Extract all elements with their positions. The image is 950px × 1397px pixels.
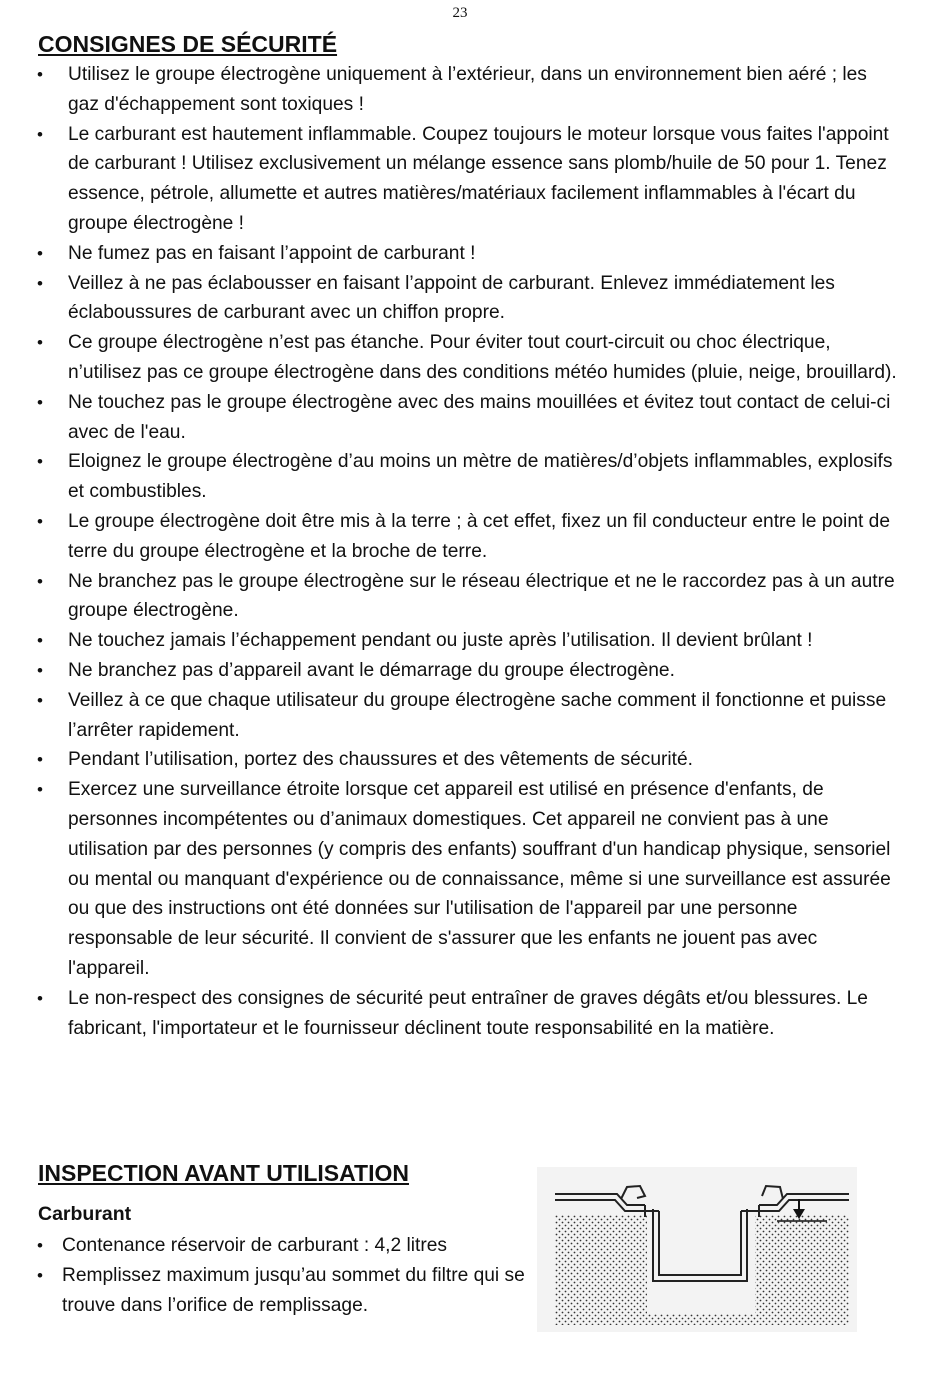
list-item: • Ne branchez pas d’appareil avant le démarrage du groupe électrogène. [68, 656, 898, 686]
fuel-subtitle: Carburant [38, 1203, 132, 1225]
fuel-instructions-list [62, 1231, 532, 1320]
list-item: • Ce groupe électrogène n’est pas étanche. Pour éviter tout court-circuit ou choc électrique, n’utilisez pas ce groupe électrogène dans des conditions météo humides (pluie, neige, brouillard). [68, 328, 898, 388]
list-item: • Veillez à ne pas éclabousser en faisant l’appoint de carburant. Enlevez immédiatement les éclaboussures de carburant avec un chiffon propre. [68, 269, 898, 329]
list-item: • Eloignez le groupe électrogène d’au moins un mètre de matières/d’objets inflammables, explosifs et combustibles. [68, 447, 898, 507]
safety-section-title: CONSIGNES DE SÉCURITÉ [38, 31, 338, 57]
list-item: • Ne branchez pas le groupe électrogène sur le réseau électrique et ne le raccordez pas à un autre groupe électrogène. [68, 567, 898, 627]
list-item: • Utilisez le groupe électrogène uniquement à l’extérieur, dans un environnement bien aéré ; les gaz d'échappement sont toxiques ! [68, 60, 898, 120]
list-item: • Le carburant est hautement inflammable. Coupez toujours le moteur lorsque vous faites l'appoint de carburant ! Utilisez exclusivement un mélange essence sans plomb/huile de 50 pour 1. Tenez essence, pétrole, allumette et autres matières/matériaux facilement inflammables à l'écart du groupe électrogène ! [68, 120, 898, 239]
page-number: 23 [452, 5, 468, 21]
list-item: • Pendant l’utilisation, portez des chaussures et des vêtements de sécurité. [68, 745, 898, 775]
list-item: • Ne touchez pas le groupe électrogène avec des mains mouillées et évitez tout contact de celui-ci avec de l'eau. [68, 388, 898, 448]
inspection-section-title: INSPECTION AVANT UTILISATION [38, 1160, 409, 1186]
fuel-filter-diagram-icon [537, 1167, 857, 1332]
list-item: • Veillez à ce que chaque utilisateur du groupe électrogène sache comment il fonctionne et puisse l’arrêter rapidement. [68, 686, 898, 746]
list-item: • Le groupe électrogène doit être mis à la terre ; à cet effet, fixez un fil conducteur entre le point de terre du groupe électrogène et la broche de terre. [68, 507, 898, 567]
list-item: • Ne touchez jamais l’échappement pendant ou juste après l’utilisation. Il devient brûlant ! [68, 626, 898, 656]
list-item: • Exercez une surveillance étroite lorsque cet appareil est utilisé en présence d'enfants, de personnes incompétentes ou d’animaux domestiques. Cet appareil ne convient pas à une utilisation par des personnes (y compris des enfants) souffrant d'un handicap physique, sensoriel ou mental ou manquant d'expérience ou de connaissance, même si une surveillance est assurée ou que des instructions ont été données sur l'utilisation de l'appareil par une personne responsable de leur sécurité. Il convient de s'assurer que les enfants ne jouent pas avec l'appareil. [68, 775, 898, 984]
list-item: • Remplissez maximum jusqu’au sommet du filtre qui se trouve dans l’orifice de remplissage. [62, 1261, 532, 1321]
list-item: • Ne fumez pas en faisant l’appoint de carburant ! [68, 239, 898, 269]
list-item: • Contenance réservoir de carburant : 4,2 litres [62, 1231, 532, 1261]
safety-instructions-list [68, 60, 898, 1043]
list-item: • Le non-respect des consignes de sécurité peut entraîner de graves dégâts et/ou blessures. Le fabricant, l'importateur et le fournisseur déclinent toute responsabilité en la matière. [68, 984, 898, 1044]
